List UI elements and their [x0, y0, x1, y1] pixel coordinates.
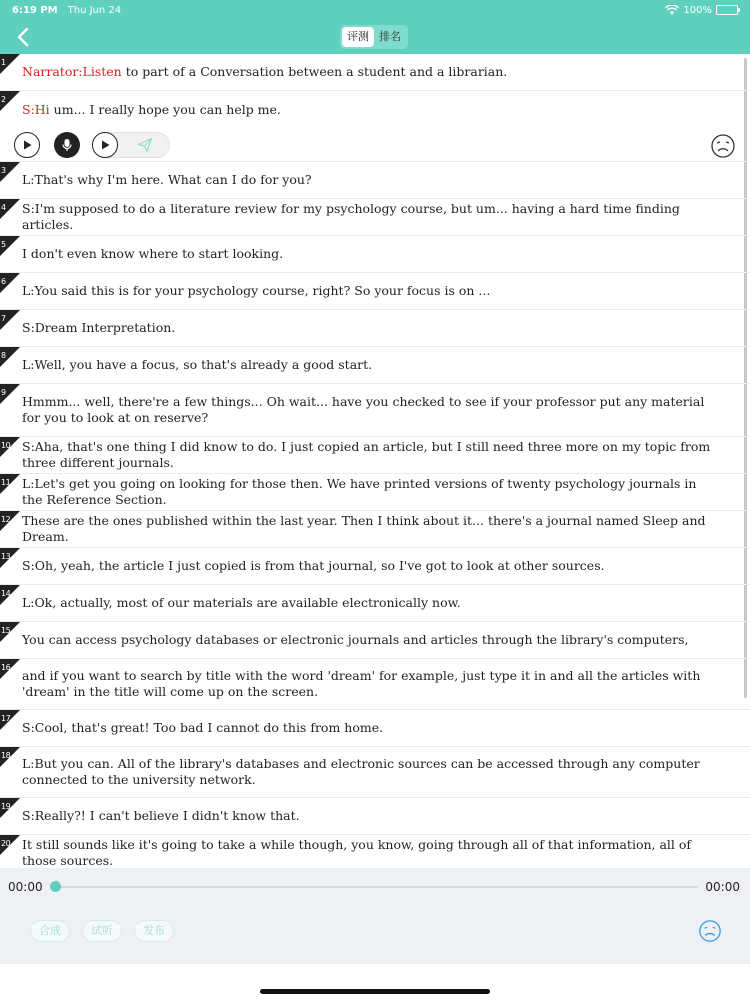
- sad-face-icon[interactable]: [698, 919, 722, 943]
- play-original-button[interactable]: [14, 132, 40, 158]
- line-text: L:Well, you have a focus, so that's already a good start.: [22, 357, 373, 372]
- battery-percent: 100%: [683, 4, 712, 16]
- battery-icon: [716, 5, 738, 15]
- play-icon: [99, 139, 111, 151]
- transcript-row[interactable]: [0, 199, 750, 236]
- line-number-badge: 15: [0, 622, 20, 642]
- line-number-badge: 9: [0, 384, 20, 404]
- line-text: L:But you can. All of the library's databases and electronic sources can be accessed through any computer connected to the university network.: [22, 756, 700, 787]
- line-text: L:Ok, actually, most of our materials are available electronically now.: [22, 595, 461, 610]
- line-text: These are the ones published within the last year. Then I think about it... there's a journal named Sleep and Dream.: [22, 513, 706, 544]
- transcript-row[interactable]: [0, 622, 750, 659]
- line-number-badge: 3: [0, 162, 20, 182]
- line-number-badge: 6: [0, 273, 20, 293]
- line-text: I don't even know where to start looking.: [22, 246, 284, 261]
- line-number-badge: 5: [0, 236, 20, 256]
- line-number-badge: 16: [0, 659, 20, 679]
- line-number-badge: 2: [0, 91, 20, 111]
- line-number-badge: 8: [0, 347, 20, 367]
- transcript-row[interactable]: [0, 347, 750, 384]
- line-text: S:Dream Interpretation.: [22, 320, 176, 335]
- line-number-badge: 18: [0, 747, 20, 767]
- listen-button[interactable]: 试听: [82, 920, 122, 942]
- speaker-label: Narrator:Listen: [22, 64, 122, 79]
- line-number-badge: 11: [0, 474, 20, 494]
- line-number-badge: 4: [0, 199, 20, 219]
- current-time: 00:00: [8, 880, 43, 894]
- transcript-row[interactable]: [0, 162, 750, 199]
- submit-button[interactable]: [132, 132, 158, 158]
- back-button[interactable]: [10, 24, 36, 50]
- tab-ranking[interactable]: 排名: [379, 30, 401, 43]
- tab-evaluate[interactable]: 评测: [342, 27, 374, 47]
- transcript-row[interactable]: [0, 710, 750, 747]
- transcript-row[interactable]: [0, 474, 750, 511]
- play-icon: [21, 139, 33, 151]
- line-number-badge: 14: [0, 585, 20, 605]
- transcript-row[interactable]: [0, 511, 750, 548]
- microphone-icon: [61, 138, 73, 152]
- send-icon: [137, 137, 153, 153]
- line-number-badge: 10: [0, 437, 20, 457]
- transcript-row[interactable]: [0, 747, 750, 798]
- status-date: Thu Jun 24: [67, 4, 122, 16]
- publish-button[interactable]: 发布: [134, 920, 174, 942]
- status-bar: [0, 0, 750, 20]
- line-text: You can access psychology databases or electronic journals and articles through the library's computers,: [22, 632, 689, 647]
- play-recording-button[interactable]: [92, 132, 118, 158]
- segmented-control: [340, 25, 408, 49]
- transcript-list[interactable]: [0, 54, 750, 868]
- line-text: um... I really hope you can help me.: [49, 101, 281, 117]
- status-time: 6:19 PM: [12, 4, 58, 16]
- line-player-controls: [0, 128, 750, 162]
- line-text: to part of a Conversation between a student and a librarian.: [121, 64, 508, 79]
- transcript-row[interactable]: [0, 236, 750, 273]
- line-text: S:Cool, that's great! Too bad I cannot do this from home.: [22, 720, 384, 735]
- record-button[interactable]: [54, 132, 80, 158]
- transcript-row[interactable]: [0, 273, 750, 310]
- compose-button[interactable]: 合成: [30, 920, 70, 942]
- line-number-badge: 13: [0, 548, 20, 568]
- transcript-row[interactable]: [0, 548, 750, 585]
- transcript-row[interactable]: [0, 798, 750, 835]
- speaker-label: S:Hi: [22, 101, 50, 117]
- line-text: L:You said this is for your psychology course, right? So your focus is on ...: [22, 283, 491, 298]
- progress-track[interactable]: [52, 886, 698, 888]
- line-text: and if you want to search by title with the word 'dream' for example, just type it in and all the articles with 'dream' in the title will come up on the screen.: [22, 668, 701, 699]
- line-number-badge: 7: [0, 310, 20, 330]
- line-text: Hmmm... well, there're a few things... Oh wait... have you checked to see if your professor put any material for you to look at on reserve?: [22, 394, 705, 425]
- line-number-badge: 12: [0, 511, 20, 531]
- total-time: 00:00: [705, 880, 740, 894]
- home-indicator: [260, 989, 490, 994]
- line-text: It still sounds like it's going to take a while though, you know, going through all of that information, all of those sources.: [22, 837, 692, 868]
- line-text: S:I'm supposed to do a literature review for my psychology course, but um... having a hard time finding articles.: [22, 201, 680, 232]
- transcript-row[interactable]: [0, 659, 750, 710]
- bottom-panel: [0, 868, 750, 964]
- sad-face-icon[interactable]: [710, 133, 736, 159]
- transcript-row[interactable]: [0, 310, 750, 347]
- transcript-row[interactable]: [0, 437, 750, 474]
- transcript-row[interactable]: [0, 384, 750, 437]
- line-text: S:Really?! I can't believe I didn't know that.: [22, 808, 300, 823]
- wifi-icon: [665, 5, 679, 15]
- line-text: S:Oh, yeah, the article I just copied is from that journal, so I've got to look at other sources.: [22, 558, 605, 573]
- line-number-badge: 20: [0, 835, 20, 855]
- status-right: [665, 5, 738, 16]
- line-number-badge: 17: [0, 710, 20, 730]
- line-text: L:Let's get you going on looking for those then. We have printed versions of twenty psychology journals in the Reference Section.: [22, 476, 697, 507]
- action-buttons: [30, 920, 174, 942]
- chevron-left-icon: [16, 27, 30, 47]
- line-text: S:Aha, that's one thing I did know to do. I just copied an article, but I still need three more on my topic from three different journals.: [22, 439, 711, 470]
- line-text: L:That's why I'm here. What can I do for you?: [22, 172, 312, 187]
- transcript-row[interactable]: [0, 585, 750, 622]
- transcript-row-selected[interactable]: [0, 91, 750, 128]
- line-number-badge: 1: [0, 54, 20, 74]
- audio-progress: [0, 876, 750, 898]
- progress-knob[interactable]: [50, 881, 61, 892]
- nav-bar: [0, 20, 750, 54]
- line-number-badge: 19: [0, 798, 20, 818]
- transcript-row[interactable]: [0, 54, 750, 91]
- transcript-row[interactable]: [0, 835, 750, 868]
